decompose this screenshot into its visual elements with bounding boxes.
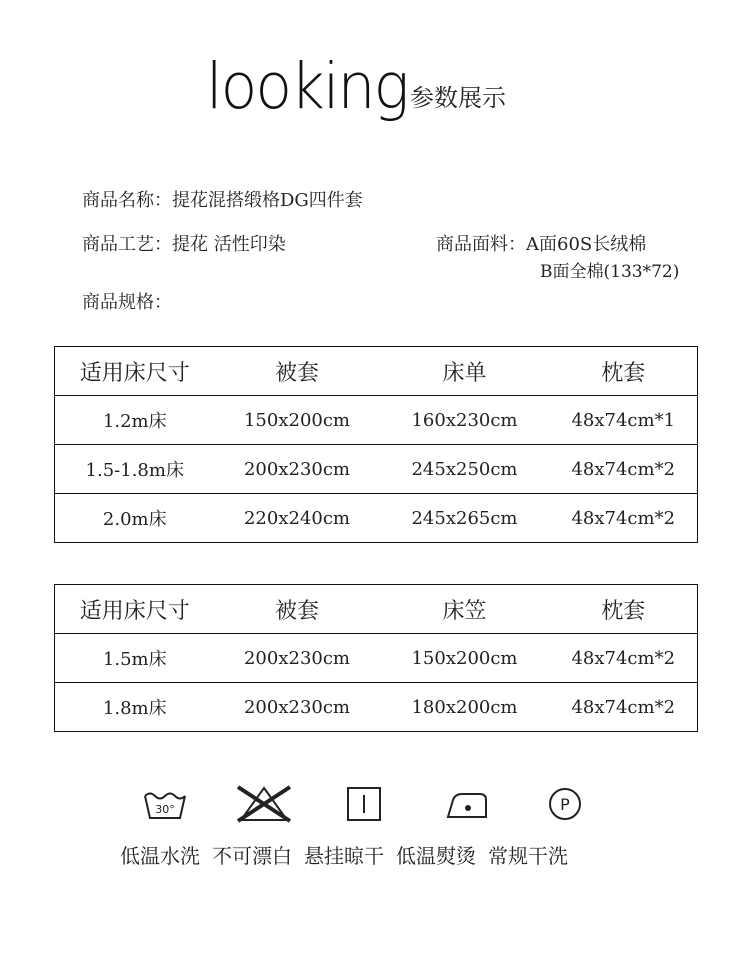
header-subtitle: 参数展示 xyxy=(410,84,506,112)
care-label-wash: 低温水洗 xyxy=(120,844,200,868)
cell-bed-size: 1.5-1.8m床 xyxy=(55,445,215,494)
cell-bed-size: 1.8m床 xyxy=(102,698,167,719)
cell-duvet: 220x240cm xyxy=(243,507,350,529)
product-name-row xyxy=(82,186,363,212)
care-label-dryclean: 常规干洗 xyxy=(488,844,568,868)
cell-duvet: 200x230cm xyxy=(215,445,380,494)
cell-bed-size: 1.2m床 xyxy=(55,396,215,445)
product-spec-label: 商品规格： xyxy=(82,292,172,313)
table-header-row xyxy=(55,585,698,634)
dry-clean-letter: P xyxy=(560,795,570,814)
cell-pillowcase: 48x74cm*2 xyxy=(550,634,698,683)
product-name-value: 提花混搭缎格DG四件套 xyxy=(172,190,363,211)
header-duvet: 被套 xyxy=(215,585,380,634)
header-duvet: 被套 xyxy=(215,347,380,396)
cell-pillowcase: 48x74cm*2 xyxy=(571,696,676,718)
table-row xyxy=(55,396,698,445)
table-row xyxy=(55,634,698,683)
cell-bed-size: 2.0m床 xyxy=(102,509,167,530)
header-bed-size: 适用床尺寸 xyxy=(55,347,215,396)
cell-pillowcase: 48x74cm*1 xyxy=(550,396,698,445)
header-pillowcase: 枕套 xyxy=(550,347,698,396)
product-fabric-label: 商品面料： xyxy=(436,234,526,255)
product-fabric-line1: A面60S长绒棉 xyxy=(526,234,647,255)
care-labels-row xyxy=(120,840,580,869)
header-sheet: 床单 xyxy=(380,347,550,396)
cell-sheet: 245x250cm xyxy=(380,445,550,494)
care-label-bleach: 不可漂白 xyxy=(212,844,292,868)
product-name-label: 商品名称： xyxy=(82,190,172,211)
cell-pillowcase: 48x74cm*2 xyxy=(550,445,698,494)
cell-duvet: 200x230cm xyxy=(215,634,380,683)
cell-bed-size: 1.5m床 xyxy=(55,634,215,683)
header-bed-size: 适用床尺寸 xyxy=(55,585,215,634)
table-row xyxy=(55,445,698,494)
hang-dry-icon xyxy=(346,784,382,824)
cell-pillowcase: 48x74cm*2 xyxy=(571,507,676,529)
care-icons-row xyxy=(120,784,640,828)
table-row xyxy=(55,683,698,732)
cell-duvet: 150x200cm xyxy=(215,396,380,445)
cell-sheet: 245x265cm xyxy=(411,507,518,529)
spec-table-1 xyxy=(54,346,698,543)
product-fabric-row xyxy=(436,230,646,256)
product-craft-row xyxy=(82,230,286,256)
wash-30-icon xyxy=(142,784,188,824)
cell-fitted-sheet: 150x200cm xyxy=(380,634,550,683)
no-bleach-icon xyxy=(235,784,293,824)
cell-duvet: 200x230cm xyxy=(243,696,350,718)
product-craft-label: 商品工艺： xyxy=(82,234,172,255)
product-fabric-line2: B面全棉(133*72) xyxy=(540,262,680,282)
low-iron-icon xyxy=(444,784,490,824)
product-craft-value: 提花 活性印染 xyxy=(172,234,286,255)
wash-temp-text: 30° xyxy=(155,803,175,816)
cell-sheet: 160x230cm xyxy=(380,396,550,445)
table-row xyxy=(55,494,698,543)
care-label-dry: 悬挂晾干 xyxy=(304,844,384,868)
care-label-iron: 低温熨烫 xyxy=(396,844,476,868)
brand-logo: looking xyxy=(206,50,408,124)
cell-fitted-sheet: 180x200cm xyxy=(411,696,518,718)
header-pillowcase: 枕套 xyxy=(550,585,698,634)
header-fitted-sheet: 床笠 xyxy=(380,585,550,634)
table-header-row xyxy=(55,347,698,396)
spec-table-2 xyxy=(54,584,698,732)
dry-clean-icon xyxy=(546,784,584,824)
